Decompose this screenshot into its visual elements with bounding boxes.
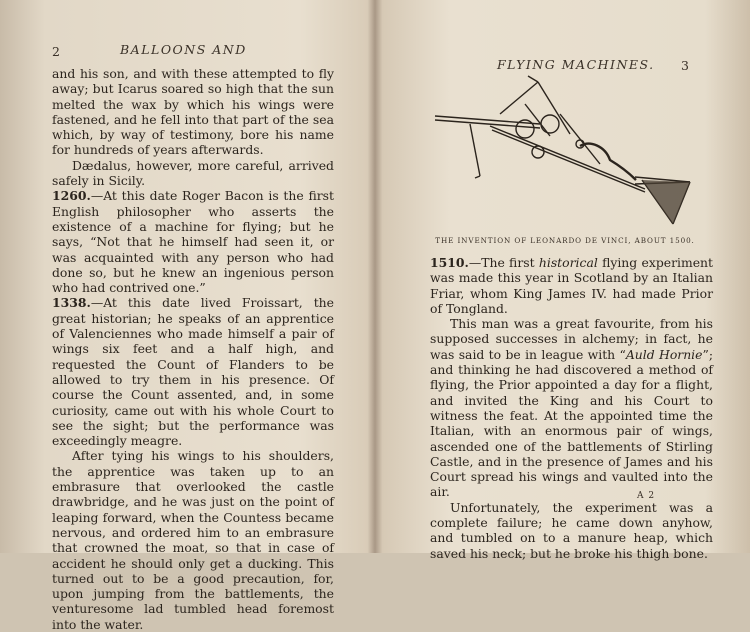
frame-bar-bottom [435, 120, 540, 128]
wheel-three [532, 146, 544, 158]
right-page [375, 0, 750, 561]
main-boom-lower [492, 130, 645, 192]
right-paragraph-2: This man was a great favourite, from his supposed successes in alchemy; in fact, he was said to be in league with “Auld Hornie”; and thinking he had discovered a method of flying, the Prior appointed a day for a flight, and invited the King and his Court to witness the feat. At the appointed time the Italian, with an enormous pair of wings, ascended one of the battlements of Stirling Castle, and in the presence of James and his Court spread his wings and vaulted into the air. [430, 316, 713, 500]
frame-leg-left [470, 124, 480, 176]
left-paragraph-1: and his son, and with these attempted to fly away; but Icarus soared so high that the sun melted the wax by which his wings were fastened, and he fell into that part of the sea which, by way of testimony, bore his name for hundreds of years afterwards. [52, 66, 334, 158]
left-paragraph-2: Dædalus, however, more careful, arrived safely in Sicily. [52, 157, 334, 189]
wheel-two [541, 115, 559, 133]
left-paragraph-5: After tying his wings to his shoulders, the apprentice was taken up to an embrasure that overlooked the castle drawbridge, and he was just on the point of leaping forward, when the Countess became nervous, and ordered him to an embrasure that crowned the moat, so that in case of accident he should only get a ducking. This turned out to be a good precaution, for, upon jumping from the battlements, the venturesome lad tumbled head foremost into the water. [52, 448, 334, 632]
mast-tip [528, 76, 538, 82]
right-paragraph-1510: 1510.—The first historical flying experiment was made this year in Scotland by an Italian Friar, whom King James IV. had made Prior of Tongland. [430, 255, 714, 316]
left-page-number: 2 [52, 44, 60, 59]
frame-foot [475, 176, 480, 178]
signature-mark: A 2 [637, 491, 656, 501]
mast-brace [525, 104, 550, 136]
figure-caption: THE INVENTION OF LEONARDO DE VINCI, ABOUT 1500. [435, 236, 695, 245]
main-boom [490, 126, 645, 189]
right-running-header: FLYING MACHINES. [497, 57, 655, 72]
left-body-text [52, 66, 334, 632]
left-paragraph-1338: 1338.—At this date lived Froissart, the great historian; he speaks of an apprentice of Valenciennes who made himself a pair of wings six feet and a half high, and requested the Count of Flanders to be allowed to try them in his presence. Of course the Count assented, and, in some curiosity, came out with his whole Court to see the sight; but the performance was exceedingly meagre. [52, 295, 334, 449]
mast-left [500, 82, 538, 114]
left-paragraph-1260: 1260.—At this date Roger Bacon is the first English philosopher who asserts the existence of a machine for flying; but he says, “Not that he himself had seen it, or was acquainted with any person who had done so, but he knew an ingenious person who had contrived one.” [52, 188, 334, 296]
right-paragraph-3: Unfortunately, the experiment was a complete failure; he came down anyhow, and tumbled on to a manure heap, which saved his neck; but he broke his thigh bone. [430, 499, 713, 561]
tail-fin [642, 180, 690, 224]
right-body-text [430, 255, 713, 561]
right-page-number: 3 [681, 58, 689, 73]
left-running-header: BALLOONS AND [120, 42, 247, 57]
flying-machine-illustration [430, 74, 700, 234]
